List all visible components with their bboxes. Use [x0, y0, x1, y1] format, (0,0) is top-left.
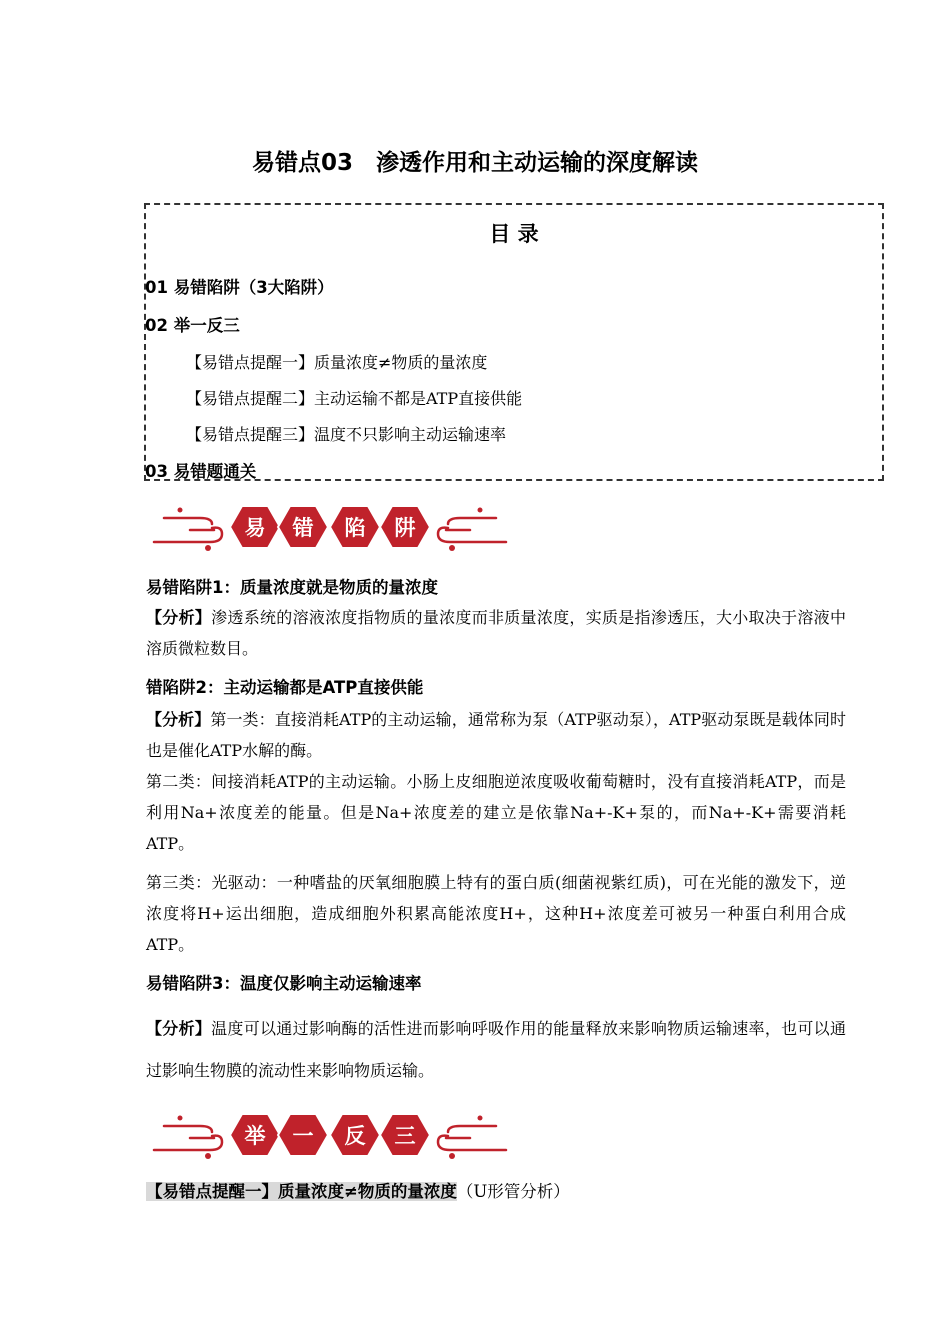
ornament-dot — [205, 545, 211, 551]
reminder-1-heading — [146, 1178, 570, 1202]
analysis-text: 第一类：直接消耗ATP的主动运输，通常称为泵（ATP驱动泵），ATP驱动泵既是载体同时也是催化ATP水解的酶。 — [146, 710, 846, 760]
banner-char-2: 一 — [292, 1124, 314, 1148]
left-swirl-ornament — [154, 518, 222, 542]
banner-practice — [150, 1108, 510, 1162]
banner-char-4: 阱 — [394, 516, 416, 540]
banner-char-1: 易 — [244, 516, 266, 540]
ornament-dot — [478, 508, 483, 513]
trap-1-heading: 易错陷阱1：质量浓度就是物质的量浓度 — [146, 578, 438, 597]
analysis-text: 渗透系统的溶液浓度指物质的量浓度而非质量浓度，实质是指渗透压，大小取决于溶液中溶质微粒数目。 — [146, 608, 846, 658]
toc-item-3[interactable]: 【易错点提醒三】温度不只影响主动运输速率 — [186, 425, 507, 444]
banner-char-4: 三 — [394, 1124, 416, 1148]
trap-2-heading: 错陷阱2：主动运输都是ATP直接供能 — [146, 678, 424, 697]
trap-1-analysis — [146, 602, 846, 664]
right-swirl-ornament — [438, 1126, 506, 1150]
ornament-dot — [449, 1153, 455, 1159]
trap-3-analysis — [146, 1008, 846, 1092]
trap-2-analysis-1 — [146, 704, 846, 766]
reminder-1-highlight: 【易错点提醒一】质量浓度≠物质的量浓度 — [146, 1182, 457, 1201]
trap-3-heading: 易错陷阱3：温度仅影响主动运输速率 — [146, 974, 422, 993]
reminder-1-suffix: （U形管分析） — [456, 1182, 570, 1201]
banner-char-3: 陷 — [344, 516, 366, 540]
banner-char-3: 反 — [344, 1124, 366, 1148]
ornament-dot — [205, 1153, 211, 1159]
banner-char-1: 举 — [244, 1124, 266, 1148]
toc-heading: 目 录 — [489, 222, 539, 246]
analysis-label: 【分析】 — [146, 608, 212, 627]
trap-2-analysis-3: 第三类：光驱动：一种嗜盐的厌氧细胞膜上特有的蛋白质(细菌视紫红质)，可在光能的激发下，逆浓度将H+运出细胞，造成细胞外积累高能浓度H+，这种H+浓度差可被另一种蛋白利用合成ATP。 — [146, 873, 846, 954]
ornament-dot — [449, 545, 455, 551]
analysis-label: 【分析】 — [146, 710, 211, 729]
left-swirl-ornament — [154, 1126, 222, 1150]
banner-trap — [150, 500, 510, 554]
ornament-dot — [478, 1116, 483, 1121]
toc-section-3[interactable]: 03 易错题通关 — [145, 462, 257, 481]
analysis-label: 【分析】 — [146, 1019, 212, 1038]
toc-section-1[interactable]: 01 易错陷阱（3大陷阱） — [145, 278, 334, 297]
toc-item-1[interactable]: 【易错点提醒一】质量浓度≠物质的量浓度 — [186, 353, 488, 372]
toc-item-2[interactable]: 【易错点提醒二】主动运输不都是ATP直接供能 — [186, 389, 523, 408]
right-swirl-ornament — [438, 518, 506, 542]
ornament-dot — [178, 508, 183, 513]
page-title: 易错点03 渗透作用和主动运输的深度解读 — [251, 150, 698, 176]
banner-char-2: 错 — [292, 516, 314, 540]
analysis-text: 温度可以通过影响酶的活性进而影响呼吸作用的能量释放来影响物质运输速率，也可以通过影响生物膜的流动性来影响物质运输。 — [146, 1019, 846, 1080]
trap-2-analysis-2: 第二类：间接消耗ATP的主动运输。小肠上皮细胞逆浓度吸收葡萄糖时，没有直接消耗ATP，而是利用Na+浓度差的能量。但是Na+浓度差的建立是依靠Na+-K+泵的，而Na+-K+需要消耗ATP。 — [146, 772, 846, 853]
toc-section-2[interactable]: 02 举一反三 — [145, 316, 240, 335]
ornament-dot — [178, 1116, 183, 1121]
